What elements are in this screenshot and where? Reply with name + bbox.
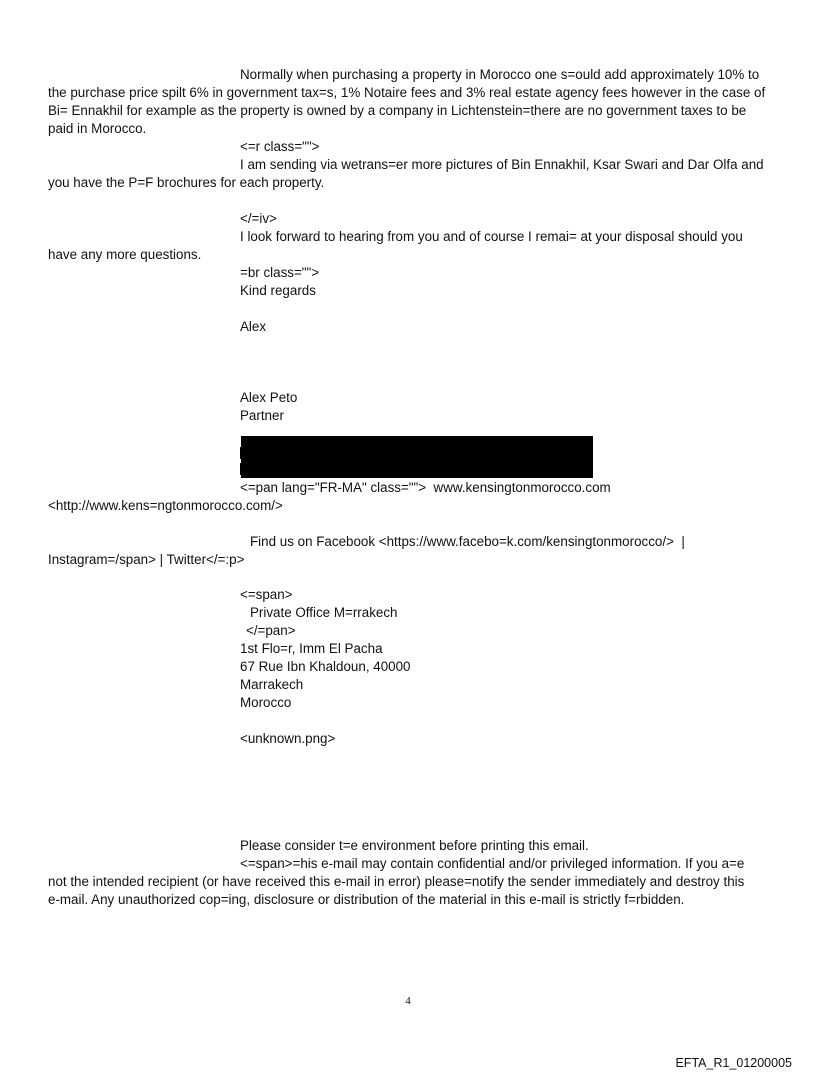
closing-text: Kind regards — [240, 283, 316, 298]
paragraph-line: Normally when purchasing a property in Morocco one s=ould add approximately 10% to — [240, 67, 760, 82]
social-links-line: Instagram=/span> | Twitter</=:p> — [48, 552, 245, 567]
paragraph-line: you have the P=F brochures for each property. — [48, 175, 325, 190]
html-fragment: <=r class=""> — [240, 139, 320, 154]
paragraph-line: Bi= Ennakhil for example as the property is owned by a company in Lichtenstein=there are no government taxes to be — [48, 103, 747, 118]
address-line: Morocco — [240, 695, 292, 710]
html-fragment: </=iv> — [240, 211, 277, 226]
image-placeholder: <unknown.png> — [240, 731, 336, 746]
paragraph-line: I look forward to hearing from you and of course I remai= at your disposal should you — [240, 229, 743, 244]
address-line: Marrakech — [240, 677, 304, 692]
page-number: 4 — [405, 995, 411, 1007]
environment-notice: Please consider t=e environment before printing this email. — [240, 838, 589, 853]
disclaimer-line: e-mail. Any unauthorized cop=ing, disclosure or distribution of the material in this e-mail is strictly f=rbidden. — [48, 892, 685, 907]
website-link[interactable]: <http://www.kens=ngtonmorocco.com/> — [48, 498, 283, 513]
html-fragment: </=pan> — [246, 623, 296, 638]
disclaimer-line: not the intended recipient (or have received this e-mail in error) please=notify the sender immediately and destroy this — [48, 874, 745, 889]
signature-title: Partner — [240, 408, 284, 423]
signature-name: Alex Peto — [240, 390, 298, 405]
address-line: 1st Flo=r, Imm El Pacha — [240, 641, 383, 656]
paragraph-line: paid in Morocco. — [48, 121, 147, 136]
paragraph-line: have any more questions. — [48, 247, 202, 262]
document-id: EFTA_R1_01200005 — [675, 1056, 792, 1070]
paragraph-line: I am sending via wetrans=er more pictures of Bin Ennakhil, Ksar Swari and Dar Olfa and — [240, 157, 764, 172]
redaction-box — [241, 436, 593, 478]
office-name: Private Office M=rrakech — [250, 605, 398, 620]
website-line: <=pan lang="FR-MA" class=""> www.kensingtonmorocco.com — [240, 480, 611, 495]
address-line: 67 Rue Ibn Khaldoun, 40000 — [240, 659, 411, 674]
sender-first-name: Alex — [240, 319, 267, 334]
disclaimer-line: <=span>=his e-mail may contain confidential and/or privileged information. If you a=e — [240, 856, 745, 871]
html-fragment: =br class=""> — [240, 265, 320, 280]
html-fragment: <=span> — [240, 587, 293, 602]
paragraph-line: the purchase price spilt 6% in government tax=s, 1% Notaire fees and 3% real estate agency fees however in the case of — [48, 85, 766, 100]
social-links-line[interactable]: Find us on Facebook <https://www.facebo=k.com/kensingtonmorocco/> | — [250, 534, 685, 549]
